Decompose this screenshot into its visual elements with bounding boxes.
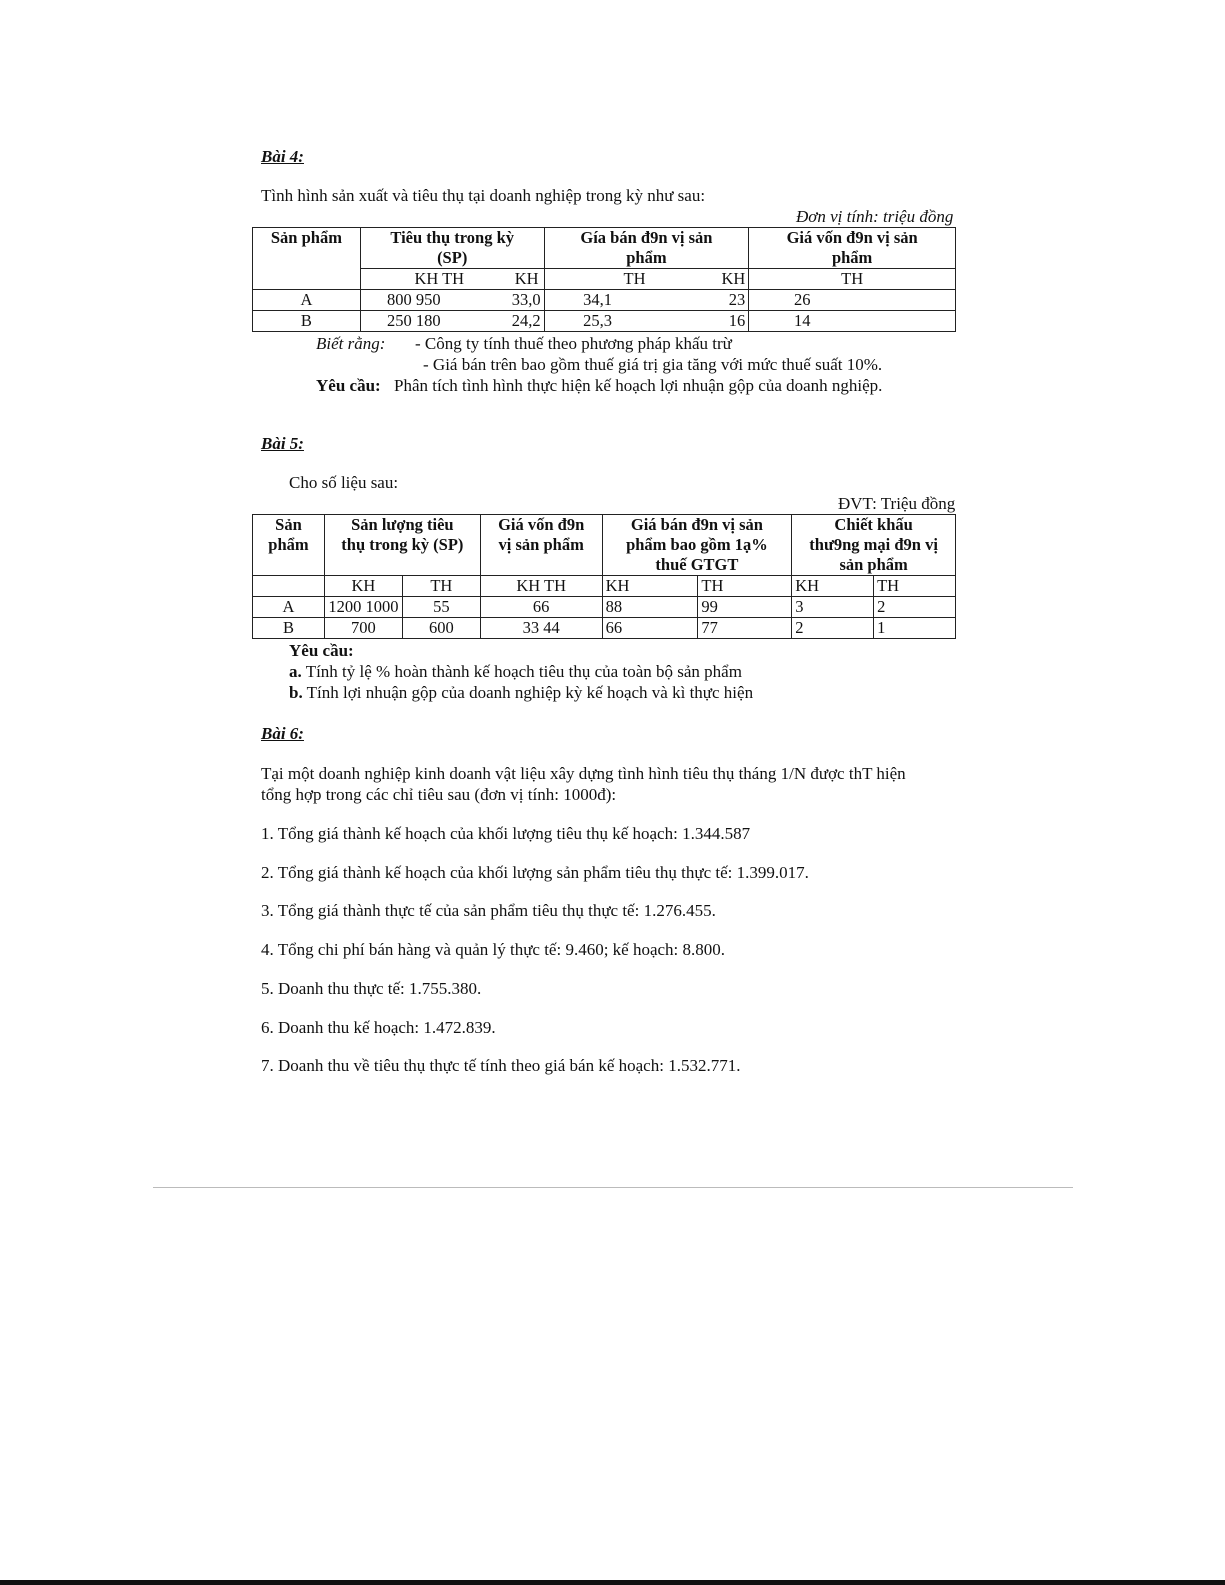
bai5-subheader-qty-th: TH — [402, 576, 480, 597]
bai5-subheader-price-kh: KH — [602, 576, 698, 597]
bai5-subheader-cost: KH TH — [480, 576, 602, 597]
bai5-subheader-price-th: TH — [698, 576, 792, 597]
bai4-header-product: Sản phẩm — [253, 228, 361, 290]
table-row: A 1200 1000 55 66 88 99 3 2 — [253, 597, 956, 618]
list-item: 5. Doanh thu thực tế: 1.755.380. — [261, 979, 482, 998]
bottom-border — [0, 1580, 1225, 1585]
bai5-subheader-disc-th: TH — [874, 576, 956, 597]
bai4-req-text: Phân tích tình hình thực hiện kế hoạch lợi nhuận gộp của doanh nghiệp. — [394, 376, 883, 395]
list-item: 7. Doanh thu về tiêu thụ thực tế tính theo giá bán kế hoạch: 1.532.771. — [261, 1056, 741, 1075]
bai5-intro: Cho số liệu sau: — [289, 473, 399, 492]
list-item: 4. Tổng chi phí bán hàng và quản lý thực tế: 9.460; kế hoạch: 8.800. — [261, 940, 726, 959]
bai5-title: Bài 5: — [261, 434, 304, 453]
bai5-header-price: Giá bán đ9n vị sản phẩm bao gồm 1ạ% thuế GTGT — [602, 515, 792, 576]
bai5-header-product: Sản phẩm — [253, 515, 325, 576]
bai5-header-cost: Giá vốn đ9n vị sản phẩm — [480, 515, 602, 576]
bai6-title: Bài 6: — [261, 724, 304, 743]
bai4-note-2: - Giá bán trên bao gồm thuế giá trị gia tăng với mức thuế suất 10%. — [423, 355, 883, 374]
bai4-table — [252, 227, 956, 332]
bai4-unit: Đơn vị tính: triệu đồng — [796, 207, 954, 226]
page-divider — [153, 1187, 1073, 1188]
bai5-req-label: Yêu cầu: — [289, 641, 354, 660]
bai4-subheader-price: TH KH — [544, 269, 749, 290]
bai5-subheader-disc-kh: KH — [792, 576, 874, 597]
list-item: 1. Tổng giá thành kế hoạch của khối lượng tiêu thụ kế hoạch: 1.344.587 — [261, 824, 751, 843]
bai6-intro-2: tổng hợp trong các chỉ tiêu sau (đơn vị tính: 1000đ): — [261, 785, 617, 804]
bai4-subheader-cost: TH — [749, 269, 956, 290]
bai5-table — [252, 514, 956, 639]
bai6-intro-1: Tại một doanh nghiệp kinh doanh vật liệu xây dựng tình hình tiêu thụ tháng 1/N được thT hiện — [261, 764, 906, 783]
list-item: 3. Tổng giá thành thực tế của sản phẩm tiêu thụ thực tế: 1.276.455. — [261, 901, 716, 920]
bai4-req-label: Yêu cầu: — [316, 376, 381, 395]
bai5-subheader-qty-kh: KH — [324, 576, 402, 597]
bai5-req-b: b. Tính lợi nhuận gộp của doanh nghiệp kỳ kế hoạch và kì thực hiện — [289, 683, 754, 702]
table-row: B 700 600 33 44 66 77 2 1 — [253, 618, 956, 639]
table-row: B 250 180 24,2 25,3 16 14 — [253, 311, 956, 332]
list-item: 2. Tổng giá thành kế hoạch của khối lượng sản phẩm tiêu thụ thực tế: 1.399.017. — [261, 863, 809, 882]
list-item: 6. Doanh thu kế hoạch: 1.472.839. — [261, 1018, 496, 1037]
bai4-subheader-qty: KH TH KH — [360, 269, 544, 290]
bai5-unit: ĐVT: Triệu đồng — [838, 494, 956, 513]
bai4-header-cost: Giá vốn đ9n vị sản phẩm — [749, 228, 956, 269]
bai5-header-qty: Sản lượng tiêu thụ trong kỳ (SP) — [324, 515, 480, 576]
bai4-header-consumption: Tiêu thụ trong kỳ (SP) — [360, 228, 544, 269]
bai4-title: Bài 4: — [261, 147, 304, 166]
bai4-header-price: Gía bán đ9n vị sản phẩm — [544, 228, 749, 269]
table-row: A 800 950 33,0 34,1 23 26 — [253, 290, 956, 311]
bai4-note-1: - Công ty tính thuế theo phương pháp khấu trừ — [415, 334, 732, 353]
bai4-intro: Tình hình sản xuất và tiêu thụ tại doanh nghiệp trong kỳ như sau: — [261, 186, 706, 205]
bai4-note-label: Biết rằng: — [316, 334, 386, 353]
bai5-header-discount: Chiết khấu thư9ng mại đ9n vị sản phẩm — [792, 515, 956, 576]
bai5-req-a: a. Tính tỷ lệ % hoàn thành kế hoạch tiêu thụ của toàn bộ sản phẩm — [289, 662, 742, 681]
